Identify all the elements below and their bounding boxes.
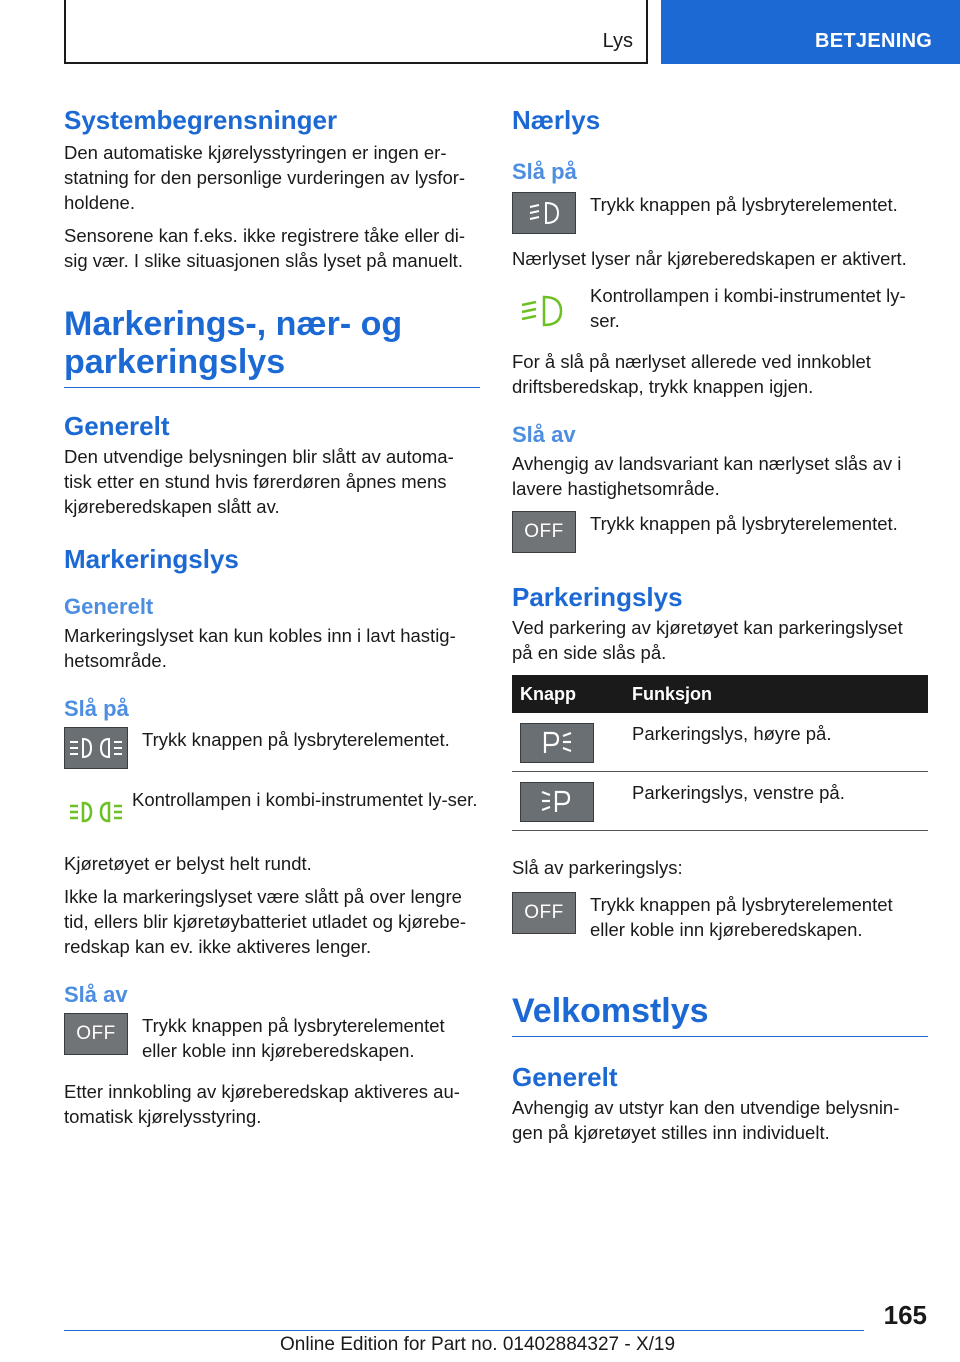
table-row [512,772,928,831]
off-button-icon [64,1013,128,1055]
paragraph-welcome-general: Avhengig av utstyr kan den utvendige belysnin-gen på kjøretøyet stilles inn individuelt. [512,1097,900,1143]
paragraph-general: Den utvendige belysningen blir slått av automa-tisk etter en stund hvis førerdøren åpnes mens kjøreberedskapen slått av. [64,446,454,517]
heading-system-limits: Systembegrensninger [64,105,338,135]
header-section-title: Lys [602,30,633,52]
parking-light-right-icon [520,723,594,763]
subheading-low-beam-on: Slå på [512,159,577,184]
marker-on-button-text: Trykk knappen på lysbryterelementet. [142,729,450,750]
marker-on-button-row [64,727,480,769]
off-button-label: OFF [76,1023,116,1044]
header-box [64,0,648,64]
paragraph-parking-off-label: Slå av parkeringslys: [512,857,683,878]
paragraph-system-limits-1: Den automatiske kjørelysstyringen er ingen er-statning for den personlige vurderingen av lysfor-holdene. [64,142,466,213]
footer-divider [64,1330,864,1331]
heading-welcome-general: Generelt [512,1062,618,1092]
table-header-function: Funksjon [624,675,928,713]
table-header-button: Knapp [512,675,624,713]
parking-light-left-icon [520,782,594,822]
low-beam-button-icon [512,192,576,234]
heading-marking-lights: Markerings-, nær- og parkeringslys [64,305,480,388]
off-button-icon [512,511,576,553]
left-column [64,100,480,1129]
table-row [512,713,928,772]
off-button-label: OFF [524,902,564,923]
paragraph-marker-on-1: Kjøretøyet er belyst helt rundt. [64,853,312,874]
table-cell-function: Parkeringslys, høyre på. [624,713,928,772]
paragraph-marker-on-2: Ikke la markeringslyset være slått på over lengre tid, ellers blir kjøretøybatteriet utladet og kjørebe-redskap kan ev. ikke aktiveres lenger. [64,886,467,957]
heading-parking-lights: Parkeringslys [512,582,683,612]
low-beam-lamp-text: Kontrollampen i kombi-instrumentet ly-ser. [590,285,906,331]
low-beam-off-button-text: Trykk knappen på lysbryterelementet. [590,513,898,534]
header-chapter-tab [661,0,960,64]
off-button-label: OFF [524,521,564,542]
parking-light-table [512,675,928,831]
heading-welcome-light: Velkomstlys [512,992,928,1037]
subheading-switch-on: Slå på [64,696,129,721]
parking-off-button-row [512,892,928,942]
marker-off-button-text: Trykk knappen på lysbryterelementet eller koble inn kjøreberedskapen. [142,1015,445,1061]
off-button-icon [512,892,576,934]
heading-general: Generelt [64,411,170,441]
low-beam-lamp-row [512,283,928,339]
low-beam-off-button-row [512,511,928,553]
page-number: 165 [883,1300,927,1330]
subheading-low-beam-off: Slå av [512,422,576,447]
table-cell-function: Parkeringslys, venstre på. [624,772,928,831]
marker-on-lamp-row [64,787,480,837]
paragraph-low-beam-on-1: Nærlyset lyser når kjøreberedskapen er aktivert. [512,248,907,269]
right-column [512,100,928,1145]
marker-lamp-green-icon [64,787,128,837]
subheading-switch-off: Slå av [64,982,128,1007]
footer-edition: Online Edition for Part no. 01402884327 - X/19 [280,1334,676,1355]
marker-on-lamp-text: Kontrollampen i kombi-instrumentet ly-ser. [132,789,478,810]
low-beam-on-button-row [512,192,928,234]
heading-parking-light-markers: Markeringslys [64,544,239,574]
paragraph-low-beam-off: Avhengig av landsvariant kan nærlyset slås av i lavere hastighetsområde. [512,453,902,499]
marker-light-button-icon [64,727,128,769]
subheading-general: Generelt [64,594,154,619]
header-chapter-label: BETJENING [815,30,933,52]
paragraph-marker-off: Etter innkobling av kjøreberedskap aktiveres au-tomatisk kjørelysstyring. [64,1081,460,1127]
marker-off-button-row [64,1013,480,1063]
low-beam-lamp-green-icon [512,283,576,339]
parking-off-button-text: Trykk knappen på lysbryterelementet eller koble inn kjøreberedskapen. [590,894,893,940]
paragraph-marker-general: Markeringslyset kan kun kobles inn i lavt hastig-hetsområde. [64,625,456,671]
low-beam-on-button-text: Trykk knappen på lysbryterelementet. [590,194,898,215]
heading-low-beam: Nærlys [512,105,601,135]
paragraph-parking-lights: Ved parkering av kjøretøyet kan parkeringslyset på en side slås på. [512,617,903,663]
paragraph-low-beam-on-2: For å slå på nærlyset allerede ved innkoblet driftsberedskap, trykk knappen igjen. [512,351,871,397]
paragraph-system-limits-2: Sensorene kan f.eks. ikke registrere tåke eller di-sig vær. I slike situasjonen slås lyset på manuelt. [64,225,466,271]
